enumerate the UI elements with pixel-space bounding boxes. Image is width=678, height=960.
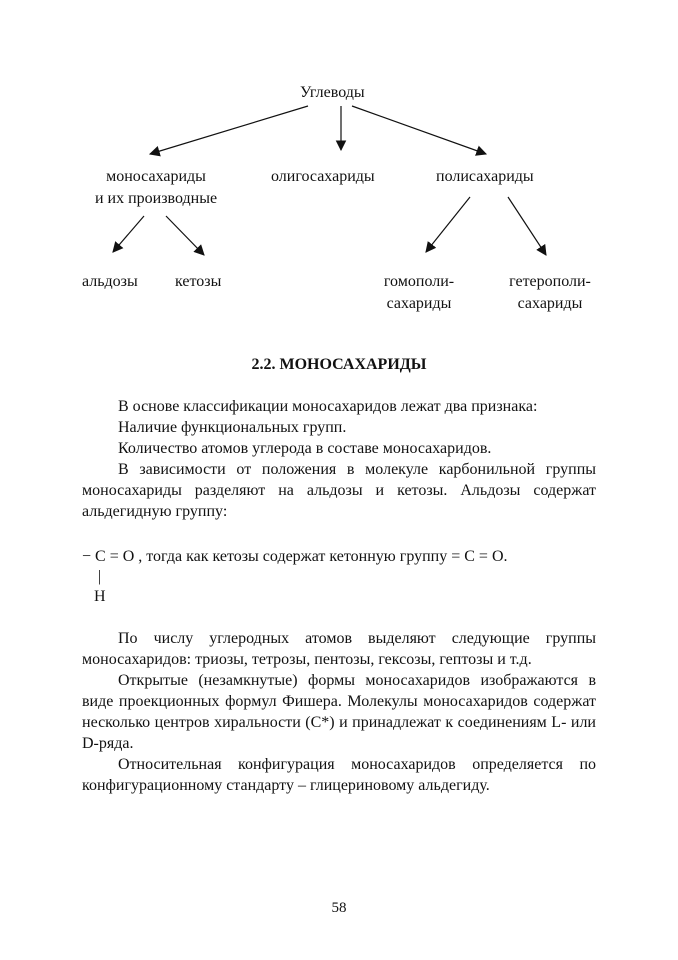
diagram-aldoses: альдозы — [82, 273, 138, 290]
formula-line: − C = O , тогда как кетозы содержат кетонную группу = C = O. — [82, 548, 508, 565]
diagram-homo-line1: гомополи- — [383, 273, 455, 290]
paragraph-7 — [82, 754, 596, 796]
paragraph-2 — [82, 417, 596, 438]
diagram-mono-line2: и их производные — [94, 190, 218, 207]
diagram-root: Углеводы — [300, 84, 365, 101]
diagram-poly: полисахариды — [436, 168, 534, 185]
paragraph-6-text: Открытые (незамкнутые) формы моносахаридов изображаются в виде проекционных формул Фишера. Молекулы моносахаридов содержат несколько центров хиральности (С*) и принадлежат к соединениям L- или D-ряда. — [82, 672, 596, 752]
paragraph-6 — [82, 670, 596, 754]
arrow-root-to-mono — [150, 106, 308, 154]
arrow-root-to-poly — [352, 106, 486, 154]
paragraph-1-text: В основе классификации моносахаридов лежат два признака: — [118, 398, 538, 415]
page-number: 58 — [331, 900, 347, 916]
arrow-poly-to-hetero — [508, 197, 546, 255]
paragraph-7-text: Относительная конфигурация моносахаридов определяется по конфигурационному стандарту – глицериновому альдегиду. — [82, 756, 596, 794]
paragraph-5-text: По числу углеродных атомов выделяют следующие группы моносахаридов: триозы, тетрозы, пентозы, гексозы, гептозы и т.д. — [82, 630, 596, 668]
arrow-mono-to-ketoses — [166, 216, 204, 255]
formula-bond: | — [98, 568, 102, 585]
paragraph-4-text: В зависимости от положения в молекуле карбонильной группы моносахариды разделяют на альдозы и кетозы. Альдозы содержат альдегидную группу: — [82, 461, 596, 520]
diagram-homo — [364, 271, 474, 315]
diagram-mono — [76, 166, 236, 210]
paragraph-3 — [82, 438, 596, 459]
formula-hydrogen: H — [94, 588, 106, 605]
arrow-poly-to-homo — [426, 197, 470, 252]
diagram-homo-line2: сахариды — [386, 295, 452, 312]
arrow-mono-to-aldoses — [113, 216, 144, 252]
diagram-hetero-line2: сахариды — [517, 295, 583, 312]
paragraph-5 — [82, 628, 596, 670]
paragraph-4 — [82, 459, 596, 522]
paragraph-2-text: Наличие функциональных групп. — [118, 419, 347, 436]
diagram-oligo: олигосахариды — [271, 168, 375, 185]
diagram-hetero-line1: гетерополи- — [509, 273, 591, 290]
paragraph-3-text: Количество атомов углерода в составе моносахаридов. — [118, 440, 492, 457]
diagram-ketoses: кетозы — [175, 273, 222, 290]
paragraph-1 — [82, 396, 596, 417]
section-heading: 2.2. МОНОСАХАРИДЫ — [251, 356, 427, 373]
diagram-hetero — [492, 271, 608, 315]
diagram-mono-line1: моносахариды — [106, 168, 206, 185]
